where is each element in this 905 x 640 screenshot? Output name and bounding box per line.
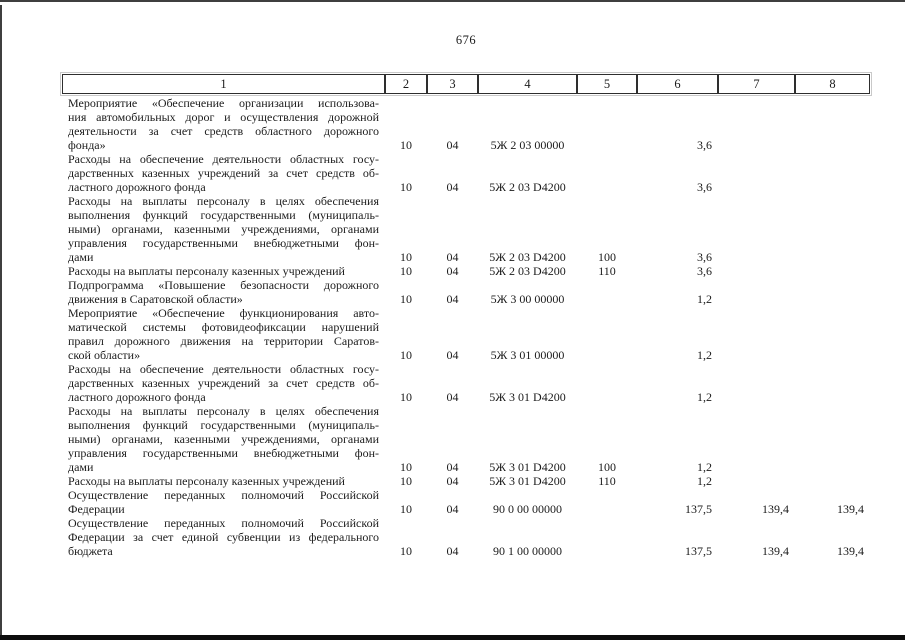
cell-col5: 110 bbox=[598, 474, 616, 488]
header-col-1: 1 bbox=[62, 74, 385, 94]
scan-edge-bottom bbox=[0, 635, 905, 640]
cell-name: Расходы на выплаты персоналу в целях обеспечения выполнения функций государственными (муниципаль- ными) органами, казенными учреждениями, органами управления государственными внебюджетными фон- дами bbox=[68, 404, 379, 474]
cell-col7: 139,4 bbox=[762, 544, 789, 558]
cell-col4: 5Ж 3 00 00000 bbox=[490, 292, 565, 306]
cell-col6: 3,6 bbox=[697, 138, 712, 152]
cell-col5: 110 bbox=[598, 264, 616, 278]
table-row bbox=[62, 306, 870, 362]
cell-name: Расходы на выплаты персоналу казенных учреждений bbox=[68, 474, 345, 488]
cell-name: Осуществление переданных полномочий Российской Федерации bbox=[68, 488, 379, 516]
table-row bbox=[62, 404, 870, 474]
cell-col4: 5Ж 3 01 00000 bbox=[490, 348, 565, 362]
header-col-6: 6 bbox=[637, 74, 718, 94]
table-row bbox=[62, 194, 870, 264]
budget-table-body bbox=[62, 96, 870, 558]
cell-col2: 10 bbox=[400, 264, 412, 278]
cell-col2: 10 bbox=[400, 502, 412, 516]
table-row bbox=[62, 264, 870, 278]
header-col-3: 3 bbox=[427, 74, 478, 94]
cell-name: Расходы на обеспечение деятельности областных госу- дарственных казенных учреждений за счет средств об- ластного дорожного фонда bbox=[68, 362, 379, 404]
table-row bbox=[62, 488, 870, 516]
cell-col2: 10 bbox=[400, 138, 412, 152]
table-row bbox=[62, 516, 870, 558]
cell-col4: 5Ж 2 03 D4200 bbox=[489, 264, 566, 278]
cell-col8: 139,4 bbox=[837, 544, 864, 558]
scan-edge-top bbox=[0, 0, 905, 2]
table-row bbox=[62, 278, 870, 306]
cell-col4: 90 0 00 00000 bbox=[493, 502, 562, 516]
cell-col2: 10 bbox=[400, 180, 412, 194]
header-col-7: 7 bbox=[718, 74, 795, 94]
cell-col4: 5Ж 2 03 00000 bbox=[490, 138, 565, 152]
cell-col3: 04 bbox=[446, 264, 459, 278]
cell-col4: 5Ж 2 03 D4200 bbox=[489, 180, 566, 194]
cell-col3: 04 bbox=[446, 544, 459, 558]
table-row bbox=[62, 474, 870, 488]
cell-col6: 1,2 bbox=[697, 292, 712, 306]
table-row bbox=[62, 96, 870, 152]
cell-col4: 5Ж 3 01 D4200 bbox=[489, 390, 566, 404]
cell-col4: 5Ж 3 01 D4200 bbox=[489, 474, 566, 488]
cell-col5: 100 bbox=[598, 460, 616, 474]
page-number: 676 bbox=[455, 33, 477, 47]
cell-col4: 90 1 00 00000 bbox=[493, 544, 562, 558]
cell-col2: 10 bbox=[400, 250, 412, 264]
cell-name: Осуществление переданных полномочий Российской Федерации за счет единой субвенции из федерального бюджета bbox=[68, 516, 379, 558]
cell-name: Расходы на выплаты персоналу казенных учреждений bbox=[68, 264, 345, 278]
cell-name: Подпрограмма «Повышение безопасности дорожного движения в Саратовской области» bbox=[68, 278, 379, 306]
cell-col3: 04 bbox=[446, 460, 459, 474]
cell-col6: 1,2 bbox=[697, 460, 712, 474]
cell-col6: 3,6 bbox=[697, 250, 712, 264]
cell-col3: 04 bbox=[446, 138, 459, 152]
cell-col6: 1,2 bbox=[697, 390, 712, 404]
cell-col6: 3,6 bbox=[697, 180, 712, 194]
cell-col2: 10 bbox=[400, 474, 412, 488]
header-col-4: 4 bbox=[478, 74, 577, 94]
table-row bbox=[62, 152, 870, 194]
cell-col2: 10 bbox=[400, 390, 412, 404]
cell-col3: 04 bbox=[446, 250, 459, 264]
cell-col3: 04 bbox=[446, 390, 459, 404]
cell-col6: 3,6 bbox=[697, 264, 712, 278]
header-col-8: 8 bbox=[795, 74, 870, 94]
table-row bbox=[62, 362, 870, 404]
cell-col6: 1,2 bbox=[697, 348, 712, 362]
cell-name: Мероприятие «Обеспечение функционирования авто- матической системы фотовидеофиксации нарушений правил дорожного движения на территории Саратов- ской области» bbox=[68, 306, 379, 362]
cell-col8: 139,4 bbox=[837, 502, 864, 516]
cell-col2: 10 bbox=[400, 292, 412, 306]
cell-col6: 137,5 bbox=[685, 502, 712, 516]
cell-name: Расходы на выплаты персоналу в целях обеспечения выполнения функций государственными (муниципаль- ными) органами, казенными учреждениями, органами управления государственными внебюджетными фон- дами bbox=[68, 194, 379, 264]
cell-col3: 04 bbox=[446, 292, 459, 306]
cell-col4: 5Ж 3 01 D4200 bbox=[489, 460, 566, 474]
table-header-row bbox=[62, 74, 870, 94]
cell-col3: 04 bbox=[446, 474, 459, 488]
cell-col3: 04 bbox=[446, 502, 459, 516]
cell-col6: 1,2 bbox=[697, 474, 712, 488]
cell-col7: 139,4 bbox=[762, 502, 789, 516]
header-col-2: 2 bbox=[385, 74, 427, 94]
cell-col4: 5Ж 2 03 D4200 bbox=[489, 250, 566, 264]
cell-col6: 137,5 bbox=[685, 544, 712, 558]
cell-name: Расходы на обеспечение деятельности областных госу- дарственных казенных учреждений за счет средств об- ластного дорожного фонда bbox=[68, 152, 379, 194]
cell-col2: 10 bbox=[400, 544, 412, 558]
scan-edge-left bbox=[0, 5, 2, 640]
cell-name: Мероприятие «Обеспечение организации использова- ния автомобильных дорог и осуществления дорожной деятельности за счет средств областного дорожного фонда» bbox=[68, 96, 379, 152]
cell-col2: 10 bbox=[400, 460, 412, 474]
cell-col2: 10 bbox=[400, 348, 412, 362]
header-col-5: 5 bbox=[577, 74, 637, 94]
cell-col3: 04 bbox=[446, 180, 459, 194]
cell-col3: 04 bbox=[446, 348, 459, 362]
cell-col5: 100 bbox=[598, 250, 616, 264]
